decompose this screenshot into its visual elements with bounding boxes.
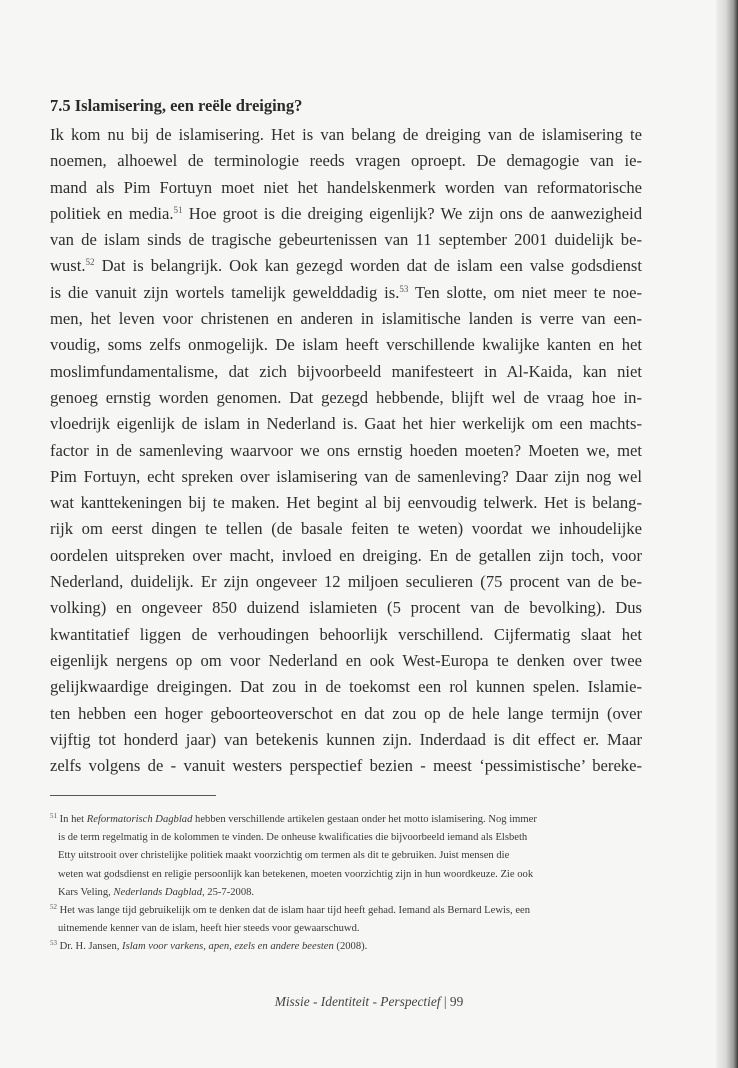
footnote-ref-53[interactable]: 53 [399, 283, 409, 294]
body-line: mand als Pim Fortuyn moet niet het handelskenmerk worden van reformatorische [50, 177, 642, 197]
body-line-text: Dat is belangrijk. Ook kan gezegd worden dat de islam een valse godsdienst [101, 256, 642, 276]
body-line-text: wust. [50, 256, 86, 276]
body-line: eigenlijk nergens op om voor Nederland en ook West-Europa te denken over twee [50, 650, 642, 670]
footnote-line: weten wat godsdienst en religie persoonlijk kan betekenen, moeten voorzichtig zijn in hun woordkeuze. Zie ook [58, 868, 534, 880]
page-edge-shadow [716, 0, 738, 1068]
body-line: gelijkwaardige dreigingen. Dat zou in de toekomst een rol kunnen spelen. Islamie- [50, 677, 642, 697]
body-line: van de islam sinds de tragische gebeurtenissen van 11 september 2001 duidelijk be- [50, 230, 642, 250]
footnote-divider [50, 795, 216, 796]
footnote-text: (2008). [333, 941, 368, 953]
page-number: 99 [449, 994, 464, 1009]
footnote-text: , 25-7-2008. [202, 886, 255, 898]
footnote-line [50, 938, 642, 956]
footnote-ref-52[interactable]: 52 [85, 257, 95, 268]
body-line: oordelen uitspreken over macht, invloed en dreiging. En de getallen zijn toch, voor [50, 545, 642, 565]
footnote-51 [50, 811, 642, 902]
footnote-line [50, 902, 642, 920]
footnote-text: hebben verschillende artikelen gestaan onder het motto islamisering. Nog immer [192, 814, 537, 825]
footer-separator: | [440, 994, 450, 1009]
body-line: voudig, soms zelfs onmogelijk. De islam heeft verschillende kwalijke kanten en het [50, 335, 642, 355]
footnote-ref-51[interactable]: 51 [173, 204, 183, 215]
body-line: Pim Fortuyn, echt spreken over islamisering van de samenleving? Daar zijn nog wel [50, 466, 642, 486]
footnote-line [50, 884, 642, 902]
body-line: vijftig tot honderd jaar) van betekenis kunnen zijn. Inderdaad is dit effect er. Maar [50, 729, 642, 749]
footnote-52 [50, 902, 642, 938]
body-line: rijk om eerst dingen te tellen (de basale feiten te weten) voordat we inhoudelijke [50, 519, 642, 539]
body-line: kwantitatief liggen de verhoudingen behoorlijk verschillend. Cijfermatig slaat het [50, 624, 642, 644]
footnote-italic: Reformatorisch Dagblad [86, 814, 193, 825]
body-line-text: Ten slotte, om niet meer te noe- [415, 282, 642, 302]
body-line: vloedrijk eigenlijk de islam in Nederland is. Gaat het hier werkelijk om een machts- [50, 414, 642, 434]
body-line: zelfs volgens de - vanuit westers perspectief bezien - meest ‘pessimistische’ bereke- [50, 756, 642, 776]
body-line: Nederland, duidelijk. Er zijn ongeveer 12 miljoen seculieren (75 procent van de be- [50, 572, 642, 592]
footnote-text: Het was lange tijd gebruikelijk om te denken dat de islam haar tijd heeft gehad. Iemand als Bernard Lewis, een [59, 905, 531, 917]
body-line [50, 253, 642, 279]
body-line: Ik kom nu bij de islamisering. Het is van belang de dreiging van de islamisering te [50, 125, 642, 144]
body-line-text: is die vanuit zijn wortels tamelijk gewelddadig is. [50, 282, 400, 302]
footnote-italic: Islam voor varkens, apen, ezels en andere beesten [122, 941, 334, 953]
body-line-text: Hoe groot is die dreiging eigenlijk? We zijn ons de aanwezigheid [188, 203, 642, 223]
footnote-text: In het [59, 814, 87, 825]
footer-title: Missie - Identiteit - Perspectief [274, 994, 441, 1009]
footnote-number: 53 [50, 939, 57, 948]
body-paragraph [50, 122, 642, 779]
footnote-text: Dr. H. Jansen, [59, 941, 123, 953]
footnote-italic: Nederlands Dagblad [113, 886, 202, 898]
footnote-number: 52 [50, 903, 57, 912]
main-content [50, 94, 642, 779]
footnote-text: Kars Veling, [58, 886, 114, 898]
footnote-line [50, 811, 642, 829]
body-line: volking) en ongeveer 850 duizend islamieten (5 procent van de bevolking). Dus [50, 598, 642, 618]
body-line: genoeg ernstig worden genomen. Dat gezegd hebbende, blijft wel de vraag hoe in- [50, 387, 642, 407]
footnote-line: Etty uitstrooit over christelijke politiek maakt voorzichtig om termen als dit te gebruiken. Juist mensen die [58, 850, 510, 862]
page-footer [0, 994, 738, 1010]
body-line-text: politiek en media. [50, 203, 174, 223]
body-line: wat kanttekeningen bij te maken. Het begint al bij eenvoudig telwerk. Het is belang- [50, 493, 642, 513]
body-line: moslimfundamentalisme, dat zich bijvoorbeeld manifesteert in Al-Kaida, kan niet [50, 361, 642, 381]
section-heading: 7.5 Islamisering, een reële dreiging? [50, 96, 303, 115]
footnote-number: 51 [50, 812, 57, 820]
footnote-line: is de term regelmatig in de kolommen te vinden. De onheuse kwalificaties die bijvoorbeeld iemand als Elsbeth [58, 832, 528, 844]
body-line: ten hebben een hoger geboorteoverschot en dat zou op de hele lange termijn (over [50, 703, 642, 723]
body-line: factor in de samenleving waarvoor we ons ernstig hoeden moeten? Moeten we, met [50, 440, 642, 460]
body-line [50, 201, 642, 227]
footnote-line: uitnemende kenner van de islam, heeft hier steeds voor gewaarschuwd. [58, 923, 360, 935]
body-line: men, het leven voor christenen en anderen in islamitische landen is verre van een- [50, 309, 642, 329]
body-line [50, 280, 642, 306]
body-line: noemen, alhoewel de terminologie reeds vragen oproept. De demagogie van ie- [50, 151, 642, 171]
footnote-53 [50, 938, 642, 956]
footnotes [50, 811, 642, 957]
